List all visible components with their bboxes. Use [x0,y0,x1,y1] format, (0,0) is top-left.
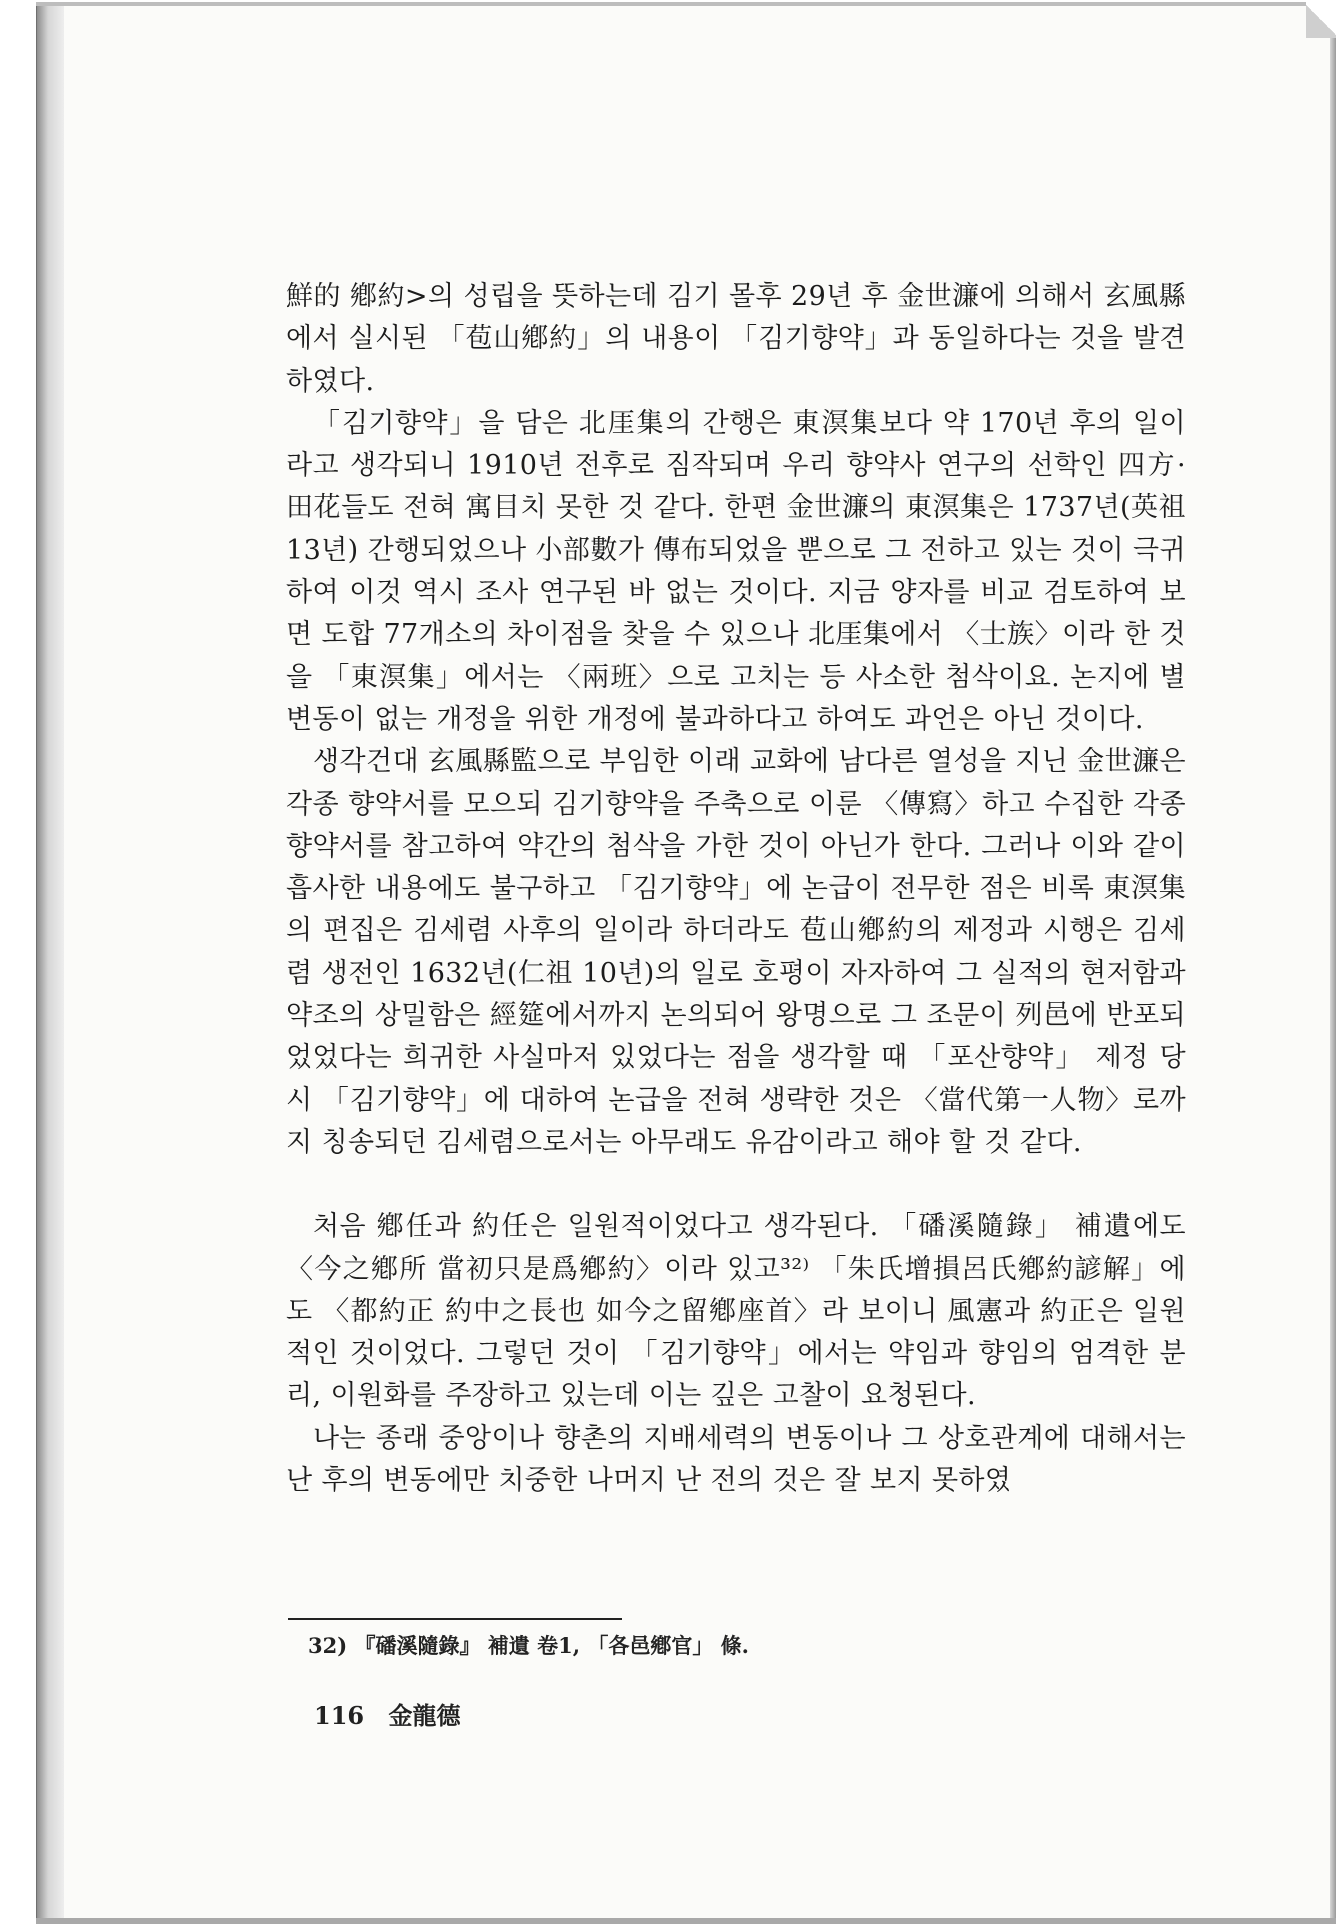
page-number: 116 [314,1701,365,1730]
paragraph-2: 「김기향약」을 담은 北厓集의 간행은 東溟集보다 약 170년 후의 일이라고 생각되니 1910년 전후로 짐작되며 우리 향약사 연구의 선학인 四方·田花들도 전혀 寓目치 못한 것 같다. 한편 金世濂의 東溟集은 1737년(英祖 13년) 간행되었으나 小部數가 傳布되었을 뿐으로 그 전하고 있는 것이 극귀하여 이것 역시 조사 연구된 바 없는 것이다. 지금 양자를 비교 검토하여 보면 도합 77개소의 차이점을 찾을 수 있으나 北厓集에서 〈士族〉이라 한 것을 「東溟集」에서는 〈兩班〉으로 고치는 등 사소한 첨삭이요. 논지에 별 변동이 없는 개정을 위한 개정에 불과하다고 하여도 과언은 아닌 것이다. [286,407,1186,735]
paragraph-3: 생각건대 玄風縣監으로 부임한 이래 교화에 남다른 열성을 지닌 金世濂은 각종 향약서를 모으되 김기향약을 주축으로 이룬 〈傳寫〉하고 수집한 각종 향약서를 참고하여 약간의 첨삭을 가한 것이 아닌가 한다. 그러나 이와 같이 흡사한 내용에도 불구하고 「김기향약」에 논급이 전무한 점은 비록 東溟集의 편집은 김세렴 사후의 일이라 하더라도 苞山鄕約의 제정과 시행은 김세렴 생전인 1632년(仁祖 10년)의 일로 호평이 자자하여 그 실적의 현저함과 약조의 상밀함은 經筵에서까지 논의되어 왕명으로 그 조문이 列邑에 반포되었었다는 희귀한 사실마저 있었다는 점을 생각할 때 「포산향약」 제정 당시 「김기향약」에 대하여 논급을 전혀 생략한 것은 〈當代第一人物〉로까지 칭송되던 김세렴으로서는 아무래도 유감이라고 해야 할 것 같다. [286,746,1186,1158]
page-footer [314,1696,460,1731]
footnote-divider [288,1618,622,1620]
paragraph-1: 鮮的 鄕約>의 성립을 뜻하는데 김기 몰후 29년 후 金世濂에 의해서 玄風縣에서 실시된 「苞山鄕約」의 내용이 「김기향약」과 동일하다는 것을 발견하였다. [286,281,1186,397]
author-name: 金龍德 [388,1701,461,1730]
body-text [286,276,1186,1502]
paragraph-4: 처음 鄕任과 約任은 일원적이었다고 생각된다. 「磻溪隨錄」 補遺에도 〈今之鄕所 當初只是爲鄕約〉이라 있고³²⁾ 「朱氏增損呂氏鄕約諺解」에도 〈都約正 約中之長也 如今之留鄕座首〉라 보이니 風憲과 約正은 일원적인 것이었다. 그렇던 것이 「김기향약」에서는 약임과 향임의 엄격한 분리, 이원화를 주장하고 있는데 이는 깊은 고찰이 요청된다. [286,1211,1186,1412]
footnote: 32) 『磻溪隨錄』 補遺 卷1, 「各邑鄕官」 條. [308,1633,749,1658]
paragraph-5: 나는 종래 중앙이나 향촌의 지배세력의 변동이나 그 상호관계에 대해서는 난 후의 변동에만 치중한 나머지 난 전의 것은 잘 보지 못하였 [286,1422,1186,1497]
page-stack-bottom-edge [36,1918,1336,1924]
page-stack-right-edge [1330,2,1336,1922]
page-curl-corner [1306,2,1336,38]
page-stack-left-edge [36,2,65,1922]
